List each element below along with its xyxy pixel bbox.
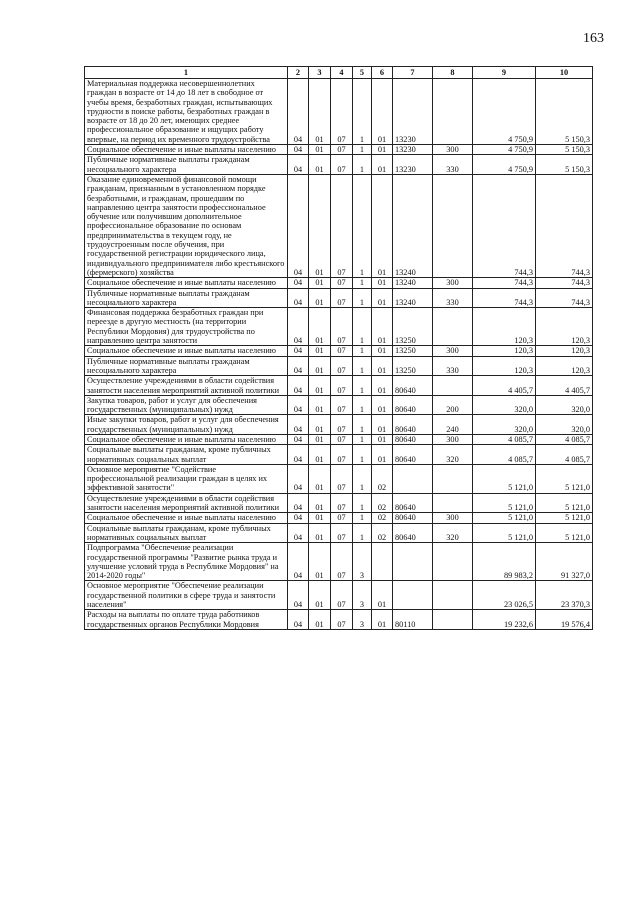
row-code-cell: [433, 464, 473, 493]
header-cell: 4: [331, 67, 353, 79]
row-name-cell: Социальное обеспечение и иные выплаты населению: [85, 346, 288, 356]
row-code-cell: 07: [331, 415, 353, 435]
row-name-cell: Социальные выплаты гражданам, кроме публичных нормативных социальных выплат: [85, 523, 288, 543]
row-code-cell: 04: [288, 79, 309, 145]
row-code-cell: 01: [372, 346, 393, 356]
row-amount-cell: 19 576,4: [536, 610, 593, 630]
row-code-cell: 07: [331, 278, 353, 288]
row-amount-cell: 320,0: [536, 415, 593, 435]
header-cell: 8: [433, 67, 473, 79]
row-code-cell: 1: [353, 434, 372, 444]
row-code-cell: 80640: [393, 376, 433, 396]
row-code-cell: 13230: [393, 155, 433, 175]
table-row: [85, 79, 593, 145]
row-code-cell: [433, 610, 473, 630]
row-code-cell: 07: [331, 376, 353, 396]
row-code-cell: 04: [288, 610, 309, 630]
row-code-cell: 01: [309, 523, 331, 543]
table-row: [85, 610, 593, 630]
row-code-cell: 07: [331, 395, 353, 415]
header-cell: 10: [536, 67, 593, 79]
row-code-cell: 04: [288, 346, 309, 356]
row-amount-cell: 120,3: [536, 346, 593, 356]
row-code-cell: 80640: [393, 445, 433, 465]
row-code-cell: 01: [372, 155, 393, 175]
row-code-cell: 04: [288, 543, 309, 581]
row-code-cell: 01: [309, 356, 331, 376]
row-code-cell: 01: [309, 581, 331, 610]
table-row: [85, 395, 593, 415]
row-code-cell: 1: [353, 346, 372, 356]
row-amount-cell: 4 085,7: [536, 445, 593, 465]
row-amount-cell: 23 026,5: [473, 581, 536, 610]
row-code-cell: 04: [288, 581, 309, 610]
row-code-cell: 01: [309, 174, 331, 277]
row-name-cell: Оказание единовременной финансовой помощи гражданам, признанным в установленном порядке безработными, и гражданам, прошедшим по направлению центра занятости профессиональное обучение или получившим дополнительное профессиональное образование по основам предпринимательства в текущем году, не трудоустроенным после обучения, при государственной регистрации юридического лица, индивидуального предпринимателя либо крестьянского (фермерского) хозяйства: [85, 174, 288, 277]
table-row: [85, 543, 593, 581]
row-code-cell: 01: [309, 464, 331, 493]
row-amount-cell: 91 327,0: [536, 543, 593, 581]
row-amount-cell: 120,3: [536, 308, 593, 346]
row-code-cell: 02: [372, 464, 393, 493]
row-code-cell: 01: [372, 145, 393, 155]
row-code-cell: [393, 464, 433, 493]
row-amount-cell: 5 150,3: [536, 145, 593, 155]
row-code-cell: 01: [372, 288, 393, 308]
row-amount-cell: 5 121,0: [536, 523, 593, 543]
row-code-cell: 02: [372, 523, 393, 543]
row-code-cell: [433, 79, 473, 145]
row-code-cell: 01: [309, 346, 331, 356]
row-amount-cell: 120,3: [473, 356, 536, 376]
row-code-cell: 07: [331, 445, 353, 465]
row-code-cell: 1: [353, 174, 372, 277]
row-code-cell: 04: [288, 155, 309, 175]
row-code-cell: 01: [309, 610, 331, 630]
row-code-cell: 07: [331, 288, 353, 308]
page-number: 163: [583, 31, 604, 46]
row-code-cell: 01: [372, 278, 393, 288]
row-code-cell: 3: [353, 610, 372, 630]
row-code-cell: [393, 581, 433, 610]
row-code-cell: 240: [433, 415, 473, 435]
header-cell: 7: [393, 67, 433, 79]
header-cell: 1: [85, 67, 288, 79]
row-code-cell: 04: [288, 464, 309, 493]
table-row: [85, 288, 593, 308]
row-code-cell: 80640: [393, 523, 433, 543]
row-amount-cell: 5 121,0: [536, 493, 593, 513]
row-name-cell: Публичные нормативные выплаты гражданам несоциального характера: [85, 356, 288, 376]
row-name-cell: Основное мероприятие "Содействие профессиональной реализации граждан в целях их эффективной занятости": [85, 464, 288, 493]
row-amount-cell: 744,3: [536, 288, 593, 308]
row-code-cell: 01: [309, 493, 331, 513]
row-code-cell: 01: [372, 415, 393, 435]
row-code-cell: 04: [288, 493, 309, 513]
row-name-cell: Социальное обеспечение и иные выплаты населению: [85, 278, 288, 288]
row-code-cell: 1: [353, 356, 372, 376]
row-name-cell: Публичные нормативные выплаты гражданам несоциального характера: [85, 155, 288, 175]
table-row: [85, 174, 593, 277]
row-amount-cell: 5 121,0: [473, 513, 536, 523]
row-code-cell: 01: [372, 79, 393, 145]
row-name-cell: Иные закупки товаров, работ и услуг для обеспечения государственных (муниципальных) нужд: [85, 415, 288, 435]
row-code-cell: 80640: [393, 415, 433, 435]
row-code-cell: 1: [353, 278, 372, 288]
row-code-cell: 02: [372, 493, 393, 513]
row-amount-cell: 120,3: [473, 308, 536, 346]
row-code-cell: [433, 543, 473, 581]
row-amount-cell: 4 750,9: [473, 155, 536, 175]
row-name-cell: Основное мероприятие "Обеспечение реализации государственной политики в сфере труда и занятости населения": [85, 581, 288, 610]
row-code-cell: 13240: [393, 278, 433, 288]
row-code-cell: 07: [331, 523, 353, 543]
row-code-cell: 04: [288, 174, 309, 277]
row-code-cell: 07: [331, 308, 353, 346]
row-code-cell: 01: [309, 513, 331, 523]
row-code-cell: 3: [353, 543, 372, 581]
header-cell: 2: [288, 67, 309, 79]
row-code-cell: 04: [288, 278, 309, 288]
row-code-cell: 13250: [393, 356, 433, 376]
row-code-cell: 01: [372, 445, 393, 465]
row-amount-cell: 5 121,0: [473, 523, 536, 543]
row-code-cell: 300: [433, 513, 473, 523]
row-code-cell: 13230: [393, 145, 433, 155]
row-amount-cell: 4 405,7: [473, 376, 536, 396]
row-code-cell: 04: [288, 145, 309, 155]
table-row: [85, 581, 593, 610]
row-code-cell: 01: [309, 145, 331, 155]
row-code-cell: 13230: [393, 79, 433, 145]
row-amount-cell: 744,3: [473, 278, 536, 288]
row-code-cell: 07: [331, 493, 353, 513]
row-code-cell: [433, 493, 473, 513]
row-code-cell: 80110: [393, 610, 433, 630]
row-code-cell: 01: [372, 174, 393, 277]
row-code-cell: 01: [372, 376, 393, 396]
row-code-cell: 80640: [393, 395, 433, 415]
row-code-cell: 04: [288, 513, 309, 523]
row-code-cell: 07: [331, 581, 353, 610]
row-amount-cell: 4 085,7: [473, 434, 536, 444]
row-code-cell: 1: [353, 415, 372, 435]
row-amount-cell: 320,0: [473, 415, 536, 435]
row-amount-cell: 5 121,0: [536, 464, 593, 493]
row-code-cell: 04: [288, 434, 309, 444]
row-code-cell: 3: [353, 581, 372, 610]
row-name-cell: Социальное обеспечение и иные выплаты населению: [85, 145, 288, 155]
row-code-cell: [393, 543, 433, 581]
budget-table: [84, 66, 593, 630]
row-code-cell: 320: [433, 523, 473, 543]
row-code-cell: [433, 581, 473, 610]
row-code-cell: [433, 308, 473, 346]
row-code-cell: 07: [331, 346, 353, 356]
row-name-cell: Материальная поддержка несовершеннолетних граждан в возрасте от 14 до 18 лет в свободное от учебы время, безработных граждан, испытывающих трудности в поиске работы, безработных граждан в возрасте от 18 до 20 лет, имеющих среднее профессиональное образование и ищущих работу впервые, на период их временного трудоустройства: [85, 79, 288, 145]
table-row: [85, 376, 593, 396]
row-code-cell: 300: [433, 434, 473, 444]
row-code-cell: 07: [331, 610, 353, 630]
row-code-cell: 07: [331, 174, 353, 277]
row-code-cell: 01: [309, 543, 331, 581]
row-code-cell: 1: [353, 155, 372, 175]
table-row: [85, 464, 593, 493]
row-amount-cell: 320,0: [473, 395, 536, 415]
row-code-cell: 80640: [393, 434, 433, 444]
row-code-cell: 300: [433, 145, 473, 155]
row-code-cell: 1: [353, 513, 372, 523]
row-code-cell: 01: [309, 79, 331, 145]
row-amount-cell: 744,3: [473, 288, 536, 308]
row-amount-cell: 4 750,9: [473, 145, 536, 155]
row-name-cell: Социальные выплаты гражданам, кроме публичных нормативных социальных выплат: [85, 445, 288, 465]
row-name-cell: Социальное обеспечение и иные выплаты населению: [85, 434, 288, 444]
row-code-cell: 01: [309, 445, 331, 465]
row-code-cell: 01: [309, 415, 331, 435]
row-amount-cell: 4 085,7: [536, 434, 593, 444]
row-code-cell: 1: [353, 523, 372, 543]
row-amount-cell: 5 150,3: [536, 155, 593, 175]
row-amount-cell: 4 750,9: [473, 79, 536, 145]
row-code-cell: 07: [331, 434, 353, 444]
table-row: [85, 513, 593, 523]
row-amount-cell: 320,0: [536, 395, 593, 415]
table-row: [85, 356, 593, 376]
row-code-cell: 1: [353, 288, 372, 308]
row-code-cell: 07: [331, 543, 353, 581]
row-amount-cell: 744,3: [536, 278, 593, 288]
row-code-cell: [433, 174, 473, 277]
row-code-cell: 1: [353, 464, 372, 493]
row-code-cell: 02: [372, 513, 393, 523]
row-code-cell: 1: [353, 308, 372, 346]
row-code-cell: 13250: [393, 308, 433, 346]
row-code-cell: 04: [288, 445, 309, 465]
table-row: [85, 434, 593, 444]
row-code-cell: 04: [288, 415, 309, 435]
row-code-cell: 300: [433, 278, 473, 288]
row-code-cell: 320: [433, 445, 473, 465]
row-amount-cell: 5 121,0: [473, 493, 536, 513]
row-code-cell: 1: [353, 493, 372, 513]
row-code-cell: 13250: [393, 346, 433, 356]
table-row: [85, 308, 593, 346]
row-amount-cell: 5 121,0: [473, 464, 536, 493]
row-code-cell: 01: [309, 288, 331, 308]
table-row: [85, 145, 593, 155]
row-code-cell: 13240: [393, 174, 433, 277]
row-name-cell: Расходы на выплаты по оплате труда работников государственных органов Республики Мордовия: [85, 610, 288, 630]
row-name-cell: Закупка товаров, работ и услуг для обеспечения государственных (муниципальных) нужд: [85, 395, 288, 415]
row-code-cell: 1: [353, 395, 372, 415]
row-code-cell: 01: [309, 376, 331, 396]
row-code-cell: 330: [433, 288, 473, 308]
row-name-cell: Подпрограмма "Обеспечение реализации государственной программы "Развитие рынка труда и улучшение условий труда в Республике Мордовия" на 2014-2020 годы": [85, 543, 288, 581]
row-code-cell: 80640: [393, 493, 433, 513]
header-row: [85, 67, 593, 79]
row-code-cell: 04: [288, 376, 309, 396]
table-row: [85, 346, 593, 356]
table-row: [85, 523, 593, 543]
header-cell: 3: [309, 67, 331, 79]
row-amount-cell: 4 405,7: [536, 376, 593, 396]
row-code-cell: 1: [353, 376, 372, 396]
row-code-cell: 330: [433, 155, 473, 175]
row-code-cell: 300: [433, 346, 473, 356]
row-code-cell: 01: [309, 155, 331, 175]
row-code-cell: 01: [372, 395, 393, 415]
row-name-cell: Финансовая поддержка безработных граждан при переезде в другую местность (на территории Республики Мордовия) для трудоустройства по направлению центра занятости: [85, 308, 288, 346]
table-row: [85, 155, 593, 175]
row-amount-cell: 19 232,6: [473, 610, 536, 630]
row-name-cell: Осуществление учреждениями в области содействия занятости населения мероприятий активной политики: [85, 493, 288, 513]
row-code-cell: 07: [331, 79, 353, 145]
row-name-cell: Осуществление учреждениями в области содействия занятости населения мероприятий активной политики: [85, 376, 288, 396]
row-code-cell: 330: [433, 356, 473, 376]
row-code-cell: 04: [288, 395, 309, 415]
row-amount-cell: 120,3: [536, 356, 593, 376]
row-code-cell: 01: [372, 308, 393, 346]
row-code-cell: 01: [372, 434, 393, 444]
row-code-cell: 01: [372, 356, 393, 376]
row-code-cell: 1: [353, 145, 372, 155]
row-code-cell: 01: [309, 434, 331, 444]
header-cell: 5: [353, 67, 372, 79]
row-code-cell: 200: [433, 395, 473, 415]
row-amount-cell: 4 085,7: [473, 445, 536, 465]
row-code-cell: 01: [309, 395, 331, 415]
row-amount-cell: 89 983,2: [473, 543, 536, 581]
row-code-cell: [372, 543, 393, 581]
row-code-cell: 1: [353, 79, 372, 145]
row-code-cell: 07: [331, 145, 353, 155]
row-code-cell: 1: [353, 445, 372, 465]
table-row: [85, 445, 593, 465]
row-code-cell: 01: [309, 308, 331, 346]
row-code-cell: 07: [331, 464, 353, 493]
table-row: [85, 415, 593, 435]
row-code-cell: 07: [331, 155, 353, 175]
row-amount-cell: 23 370,3: [536, 581, 593, 610]
row-code-cell: 04: [288, 356, 309, 376]
row-code-cell: 80640: [393, 513, 433, 523]
row-amount-cell: 744,3: [536, 174, 593, 277]
header-cell: 6: [372, 67, 393, 79]
table-row: [85, 493, 593, 513]
row-code-cell: 01: [372, 581, 393, 610]
row-code-cell: 07: [331, 513, 353, 523]
row-amount-cell: 120,3: [473, 346, 536, 356]
row-code-cell: 13240: [393, 288, 433, 308]
row-code-cell: 01: [372, 610, 393, 630]
row-code-cell: 04: [288, 308, 309, 346]
row-name-cell: Социальное обеспечение и иные выплаты населению: [85, 513, 288, 523]
table-row: [85, 278, 593, 288]
row-name-cell: Публичные нормативные выплаты гражданам несоциального характера: [85, 288, 288, 308]
row-amount-cell: 5 150,3: [536, 79, 593, 145]
row-code-cell: 04: [288, 523, 309, 543]
header-cell: 9: [473, 67, 536, 79]
row-code-cell: 01: [309, 278, 331, 288]
row-code-cell: [433, 376, 473, 396]
row-code-cell: 07: [331, 356, 353, 376]
row-amount-cell: 744,3: [473, 174, 536, 277]
row-code-cell: 04: [288, 288, 309, 308]
row-amount-cell: 5 121,0: [536, 513, 593, 523]
